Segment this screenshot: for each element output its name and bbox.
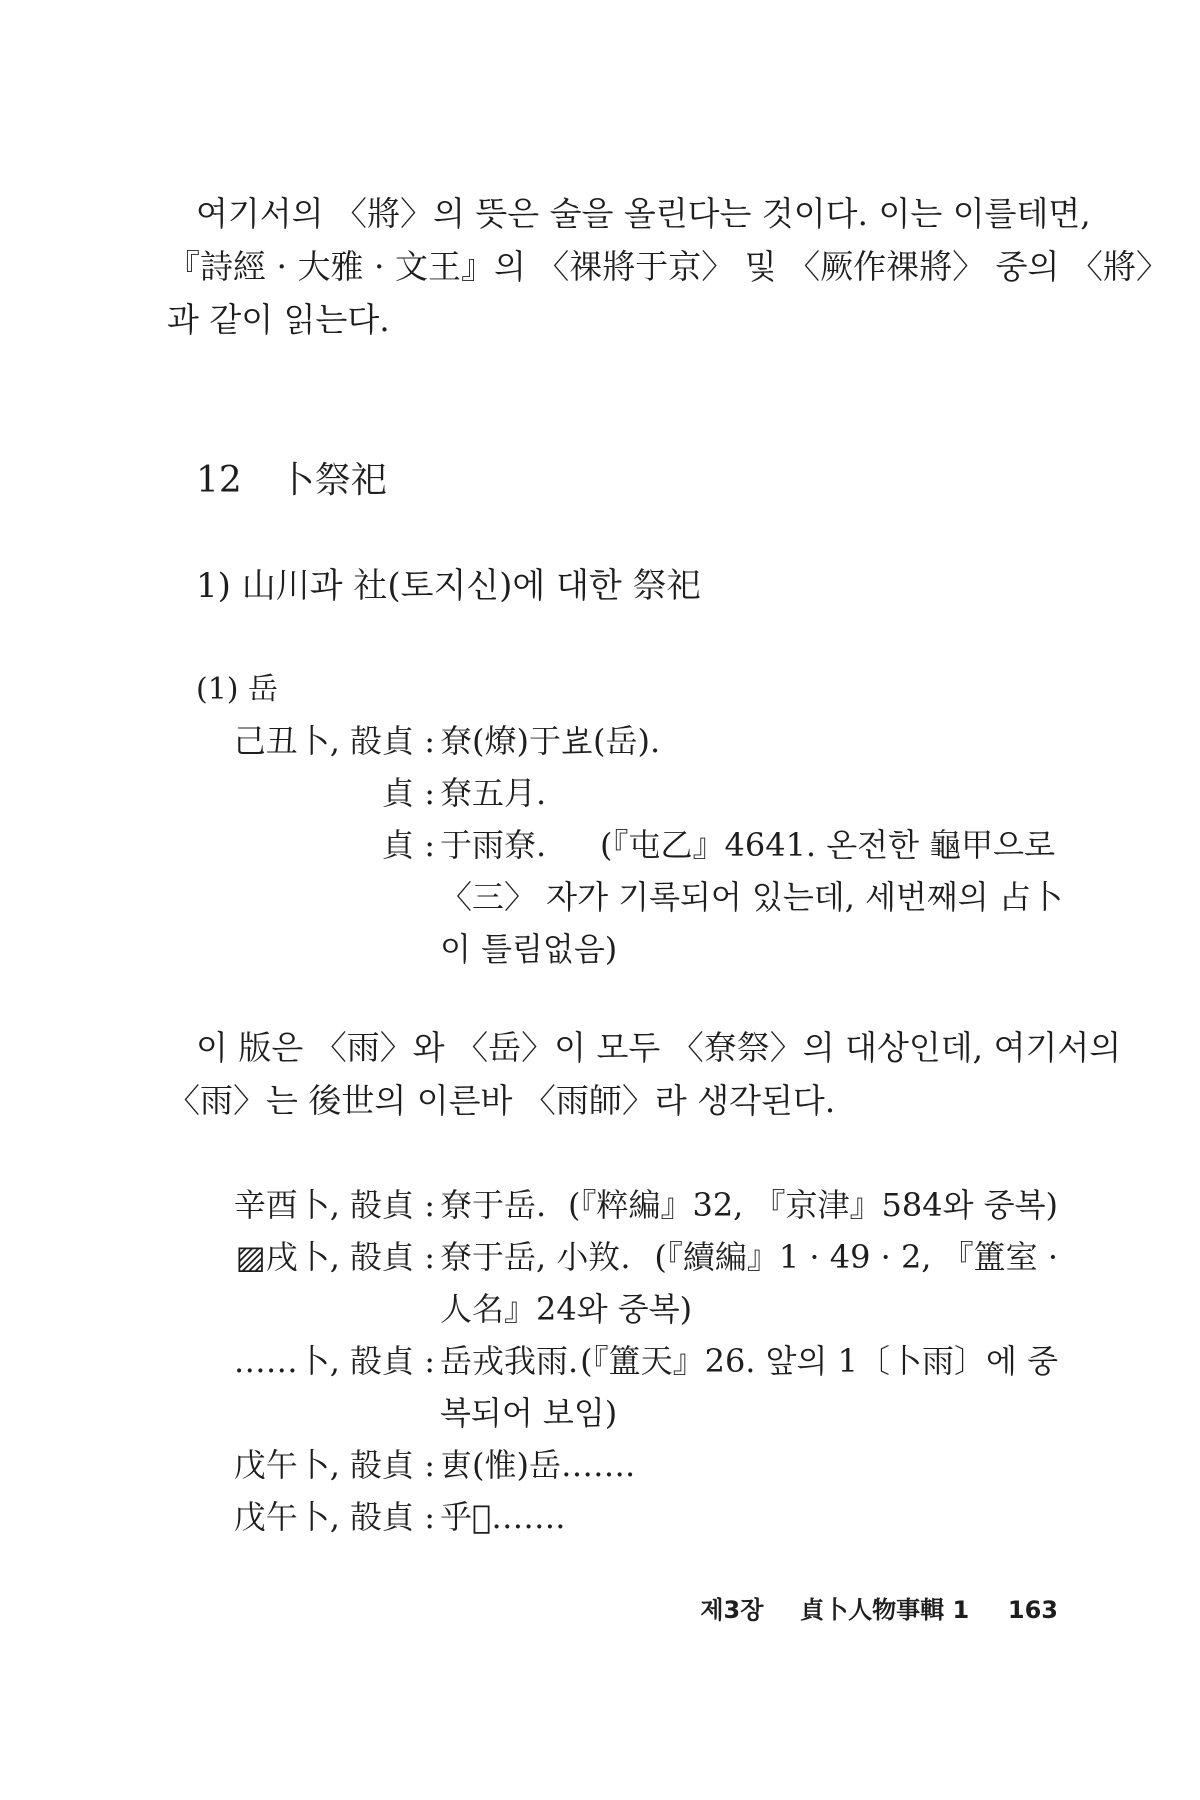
- entry-prefix: 戊午卜, 㱿貞 :: [233, 1446, 435, 1484]
- footer-title: 貞卜人物事輯 1: [800, 1596, 970, 1624]
- section-title: 卜祭祀: [278, 460, 387, 501]
- intro-line-3: 과 같이 읽는다.: [167, 300, 390, 339]
- entry-text: 尞(燎)于𡶦(岳).: [440, 722, 661, 760]
- entry-prefix: 辛酉卜, 㱿貞 :: [233, 1186, 435, 1224]
- middle-line-1: 이 版은 〈雨〉와 〈岳〉이 모두 〈尞祭〉의 대상인데, 여기서의: [196, 1028, 1122, 1067]
- middle-line-2: 〈雨〉는 後世의 이른바 〈雨師〉라 생각된다.: [167, 1081, 836, 1120]
- intro-line-1: 여기서의 〈將〉의 뜻은 술을 올린다는 것이다. 이는 이를테면,: [196, 194, 1091, 233]
- entry-note: (『簠天』26. 앞의 1〔卜雨〕에 중: [580, 1342, 1058, 1380]
- entry-note: (『屯乙』4641. 온전한 龜甲으로: [600, 826, 1055, 864]
- entry-text: 乎𦎫…….: [440, 1498, 566, 1536]
- entry-note: (『粹編』32, 『京津』584와 중복): [567, 1186, 1058, 1224]
- entry-text: 尞于岳.: [440, 1186, 547, 1224]
- subsection-heading: 1) 山川과 社(토지신)에 대한 祭祀: [196, 566, 701, 606]
- section-number: 12: [196, 460, 242, 501]
- entry-continuation: 이 틀림없음): [440, 930, 618, 968]
- entry-text: 叀(惟)岳…….: [440, 1446, 636, 1484]
- entry-prefix: 貞 :: [382, 774, 435, 812]
- entry-prefix: 戊午卜, 㱿貞 :: [233, 1498, 435, 1536]
- entry-text: 于雨尞.: [440, 826, 547, 864]
- entry-prefix: 己丑卜, 㱿貞 :: [233, 722, 435, 760]
- entry-prefix: ……卜, 㱿貞 :: [233, 1342, 435, 1380]
- entry-prefix: ▨戌卜, 㱿貞 :: [235, 1238, 435, 1276]
- entry-note: (『續編』1 · 49 · 2, 『簠室 ·: [654, 1238, 1058, 1276]
- entry-text: 尞于岳, 小䍩.: [440, 1238, 631, 1276]
- entry-prefix: 貞 :: [382, 826, 435, 864]
- entry-text: 尞五月.: [440, 774, 547, 812]
- intro-line-2: 『詩經 · 大雅 · 文王』의 〈祼將于京〉 및 〈厥作祼將〉 중의 〈將〉: [167, 247, 1169, 286]
- entry-text: 岳戎我雨.: [440, 1342, 579, 1380]
- entry-continuation: 〈三〉 자가 기록되어 있는데, 세번째의 占卜: [440, 878, 1063, 916]
- footer-chapter: 제3장: [700, 1596, 764, 1624]
- running-footer: [700, 1590, 1058, 1625]
- section-heading: [196, 452, 387, 503]
- page-number: 163: [1007, 1596, 1058, 1624]
- item-heading: (1) 岳: [196, 672, 279, 707]
- entry-continuation: 人名』24와 중복): [440, 1290, 693, 1328]
- entry-continuation: 복되어 보임): [440, 1394, 618, 1432]
